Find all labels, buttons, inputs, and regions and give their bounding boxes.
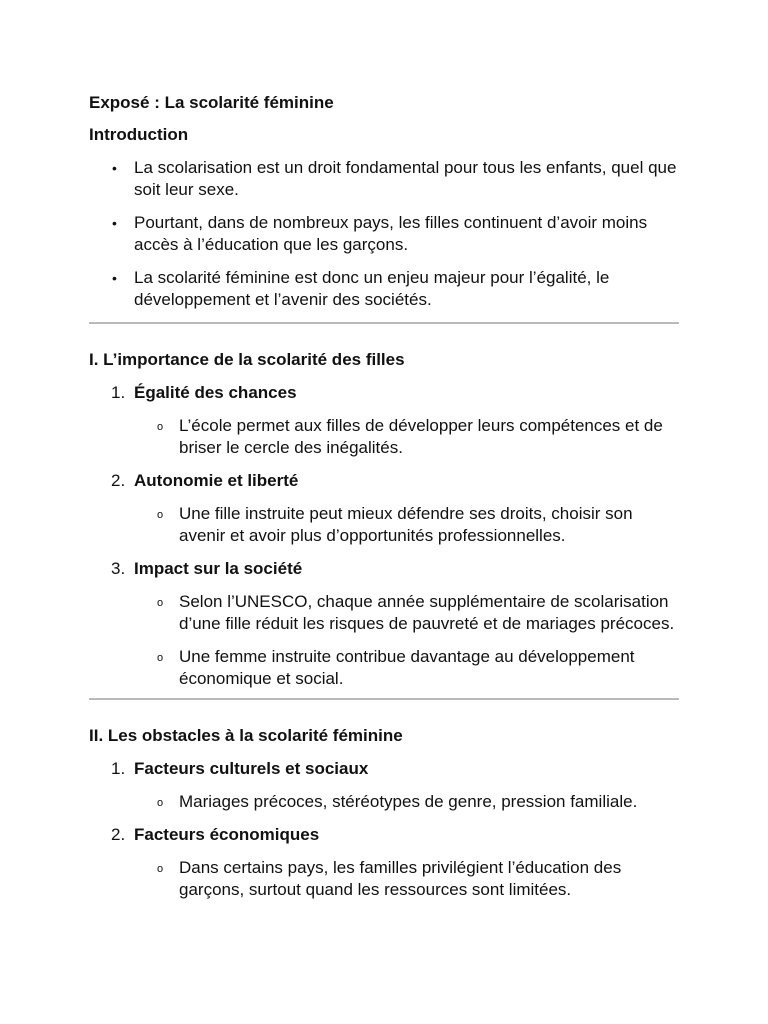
intro-bullet <box>89 212 681 256</box>
sub-bullet <box>89 857 681 901</box>
section-heading-2: II. Les obstacles à la scolarité féminine <box>89 726 403 745</box>
circle-bullet-icon: o <box>157 797 164 809</box>
circle-bullet-icon: o <box>157 597 164 609</box>
sub-bullet <box>89 415 681 459</box>
item-number: 2. <box>111 825 126 844</box>
section-divider <box>89 322 679 324</box>
section-divider <box>89 698 679 700</box>
intro-bullet <box>89 267 681 311</box>
bullet-dot-icon: • <box>112 160 117 176</box>
sub-bullet-text: Mariages précoces, stéréotypes de genre, pression familiale. <box>179 792 638 811</box>
sub-bullet-text: L’école permet aux filles de développer leurs compétences et de briser le cercle des inégalités. <box>179 416 663 457</box>
intro-bullet-text: La scolarité féminine est donc un enjeu majeur pour l’égalité, le développement et l’avenir des sociétés. <box>134 268 610 309</box>
intro-bullet-text: Pourtant, dans de nombreux pays, les filles continuent d’avoir moins accès à l’éducation que les garçons. <box>134 213 648 254</box>
intro-bullet <box>89 157 681 201</box>
item-number: 2. <box>111 471 126 490</box>
numbered-item <box>89 382 681 404</box>
numbered-item <box>89 758 681 780</box>
item-label: Facteurs économiques <box>134 825 320 844</box>
sub-bullet-list <box>89 857 681 901</box>
item-label: Impact sur la société <box>134 559 303 578</box>
item-number: 1. <box>111 759 126 778</box>
document-body <box>89 92 681 912</box>
intro-bullet-text: La scolarisation est un droit fondamental pour tous les enfants, quel que soit leur sexe. <box>134 158 677 199</box>
circle-bullet-icon: o <box>157 509 164 521</box>
bullet-dot-icon: • <box>112 270 117 286</box>
numbered-item <box>89 824 681 846</box>
sub-bullet-text: Une fille instruite peut mieux défendre ses droits, choisir son avenir et avoir plus d’opportunités professionnelles. <box>179 504 633 545</box>
sub-bullet-list <box>89 591 681 690</box>
circle-bullet-icon: o <box>157 863 164 875</box>
sub-bullet-list <box>89 791 681 813</box>
circle-bullet-icon: o <box>157 421 164 433</box>
item-number: 1. <box>111 383 126 402</box>
numbered-item <box>89 558 681 580</box>
item-label: Autonomie et liberté <box>134 471 299 490</box>
sub-bullet-list <box>89 503 681 547</box>
sub-bullet <box>89 591 681 635</box>
numbered-item <box>89 470 681 492</box>
item-label: Facteurs culturels et sociaux <box>134 759 369 778</box>
document-title: Exposé : La scolarité féminine <box>89 93 334 112</box>
intro-heading: Introduction <box>89 125 189 144</box>
sub-bullet-text: Dans certains pays, les familles privilégient l’éducation des garçons, surtout quand les ressources sont limitées. <box>179 858 622 899</box>
sub-bullet <box>89 503 681 547</box>
item-number: 3. <box>111 559 126 578</box>
sub-bullet-text: Une femme instruite contribue davantage au développement économique et social. <box>179 647 635 688</box>
circle-bullet-icon: o <box>157 652 164 664</box>
bullet-dot-icon: • <box>112 215 117 231</box>
intro-bullet-list <box>89 157 681 311</box>
section-heading-1: I. L’importance de la scolarité des filles <box>89 350 405 369</box>
sub-bullet <box>89 791 681 813</box>
sub-bullet <box>89 646 681 690</box>
sub-bullet-text: Selon l’UNESCO, chaque année supplémentaire de scolarisation d’une fille réduit les risques de pauvreté et de mariages précoces. <box>179 592 675 633</box>
sub-bullet-list <box>89 415 681 459</box>
item-label: Égalité des chances <box>134 383 297 402</box>
